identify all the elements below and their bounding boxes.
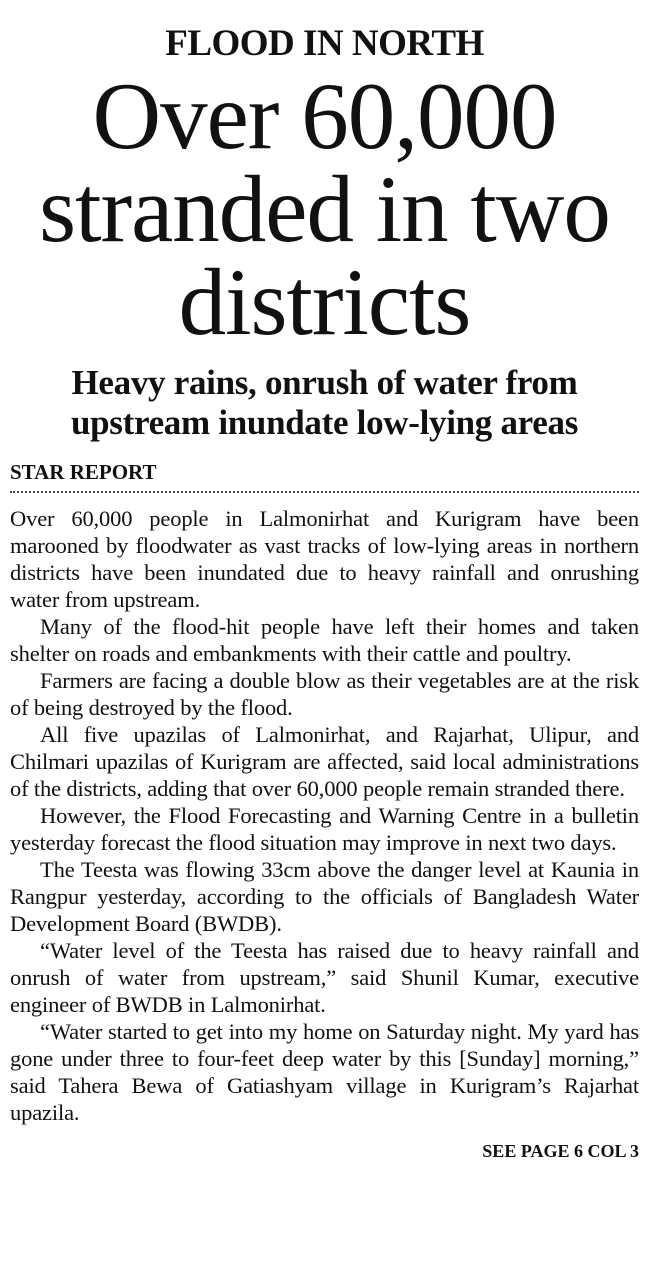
body-paragraph: However, the Flood Forecasting and Warning Centre in a bulletin yesterday forecast the flood situation may improve in next two days. <box>10 803 639 855</box>
body-paragraph: “Water started to get into my home on Saturday night. My yard has gone under three to four-feet deep water by this [Sunday] morning,” said Tahera Bewa of Gatiashyam village in Kurigram’s Rajarhat upazila. <box>10 1019 639 1125</box>
body-paragraph: Farmers are facing a double blow as their vegetables are at the risk of being destroyed by the flood. <box>10 668 639 720</box>
article-headline: Over 60,000 stranded in two districts <box>39 63 610 355</box>
continued-page-reference: SEE PAGE 6 COL 3 <box>482 1141 639 1161</box>
body-paragraph: All five upazilas of Lalmonirhat, and Rajarhat, Ulipur, and Chilmari upazilas of Kurigram are affected, said local administrations of the districts, adding that over 60,000 people remain stranded there. <box>10 722 639 801</box>
body-paragraph: “Water level of the Teesta has raised due to heavy rainfall and onrush of water from upstream,” said Shunil Kumar, executive engineer of BWDB in Lalmonirhat. <box>10 938 639 1017</box>
article-body <box>10 505 639 1126</box>
news-article <box>10 0 639 1162</box>
body-paragraph: Many of the flood-hit people have left their homes and taken shelter on roads and embankments with their cattle and poultry. <box>10 614 639 666</box>
body-paragraph: The Teesta was flowing 33cm above the danger level at Kaunia in Rangpur yesterday, according to the officials of Bangladesh Water Development Board (BWDB). <box>10 857 639 936</box>
body-paragraph: Over 60,000 people in Lalmonirhat and Kurigram have been marooned by floodwater as vast tracks of low-lying areas in northern districts have been inundated due to heavy rainfall and onrushing water from upstream. <box>10 506 639 612</box>
article-deck: Heavy rains, onrush of water from upstream inundate low-lying areas <box>70 363 579 442</box>
article-byline: STAR REPORT <box>10 460 157 484</box>
dotted-divider <box>10 491 639 493</box>
article-kicker: FLOOD IN NORTH <box>165 23 484 64</box>
